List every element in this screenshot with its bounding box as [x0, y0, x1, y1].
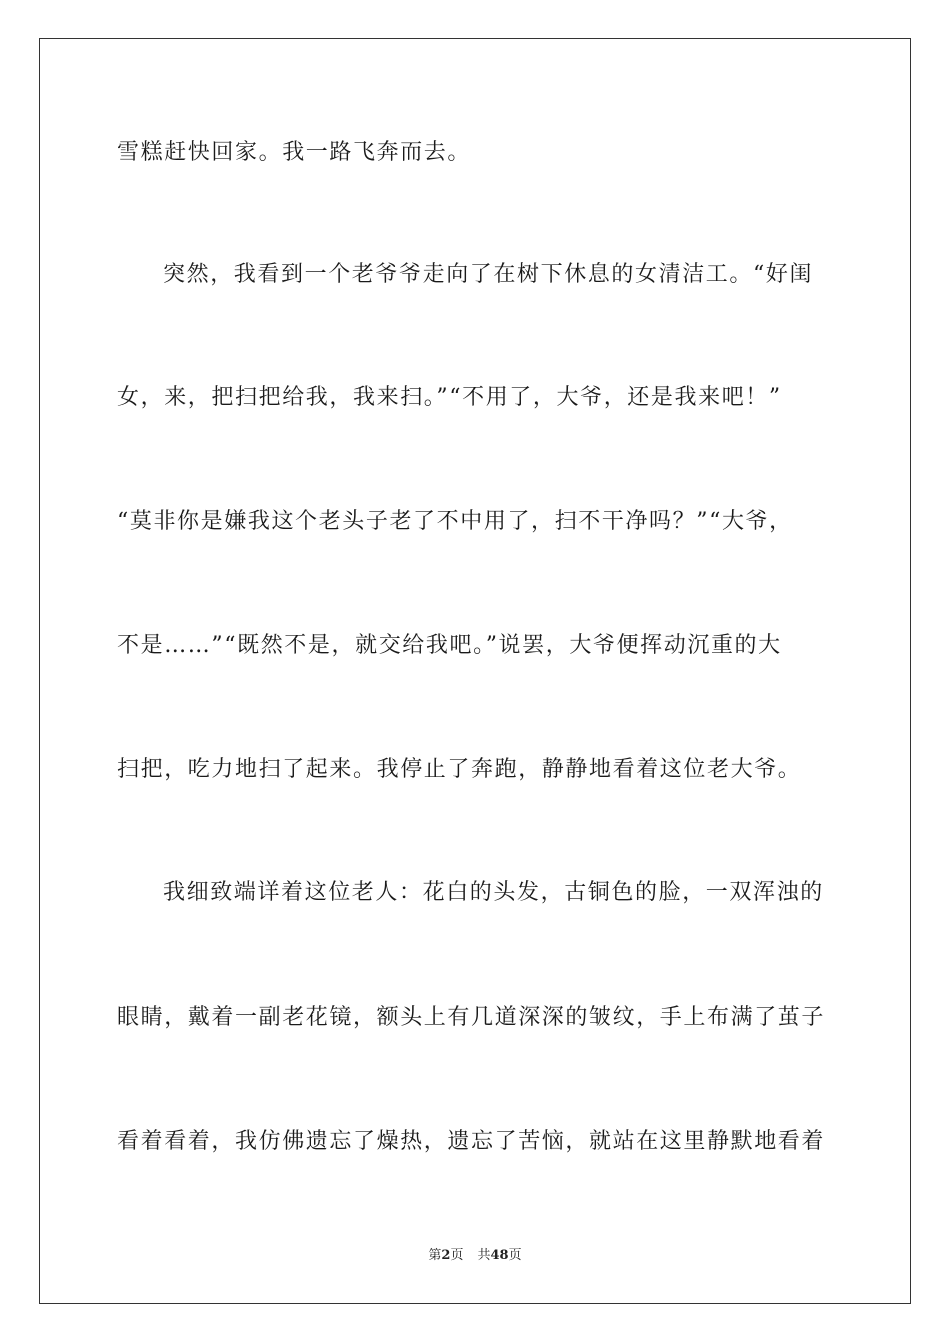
total-pages: 48 [490, 1248, 509, 1263]
page-prefix: 第 [428, 1248, 442, 1263]
text-line-1: 雪糕赶快回家。我一路飞奔而去。 [117, 140, 472, 165]
text-line-7: 我细致端详着这位老人：花白的头发，古铜色的脸，一双浑浊的 [163, 880, 824, 905]
text-line-6: 扫把，吃力地扫了起来。我停止了奔跑，静静地看着这位老大爷。 [117, 757, 802, 782]
text-line-9: 看着看着，我仿佛遗忘了燥热，遗忘了苦恼，就站在这里静默地看着 [117, 1129, 826, 1154]
text-line-3: 女，来，把扫把给我，我来扫。”“不用了，大爷，还是我来吧！” [117, 385, 782, 410]
page-number: 2 [441, 1248, 451, 1263]
text-line-2: 突然，我看到一个老爷爷走向了在树下休息的女清洁工。“好闺 [163, 262, 814, 287]
total-suffix: 页 [508, 1248, 522, 1263]
total-prefix: 共 [477, 1248, 491, 1263]
text-line-4: “莫非你是嫌我这个老头子老了不中用了，扫不干净吗？”“大爷， [117, 509, 793, 534]
text-line-5: 不是……”“既然不是，就交给我吧。”说罢，大爷便挥动沉重的大 [117, 633, 782, 658]
text-line-8: 眼睛，戴着一副老花镜，额头上有几道深深的皱纹，手上布满了茧子 [117, 1005, 826, 1030]
page-border [39, 38, 911, 1304]
page-footer [0, 1246, 950, 1266]
page-suffix: 页 [450, 1248, 464, 1263]
